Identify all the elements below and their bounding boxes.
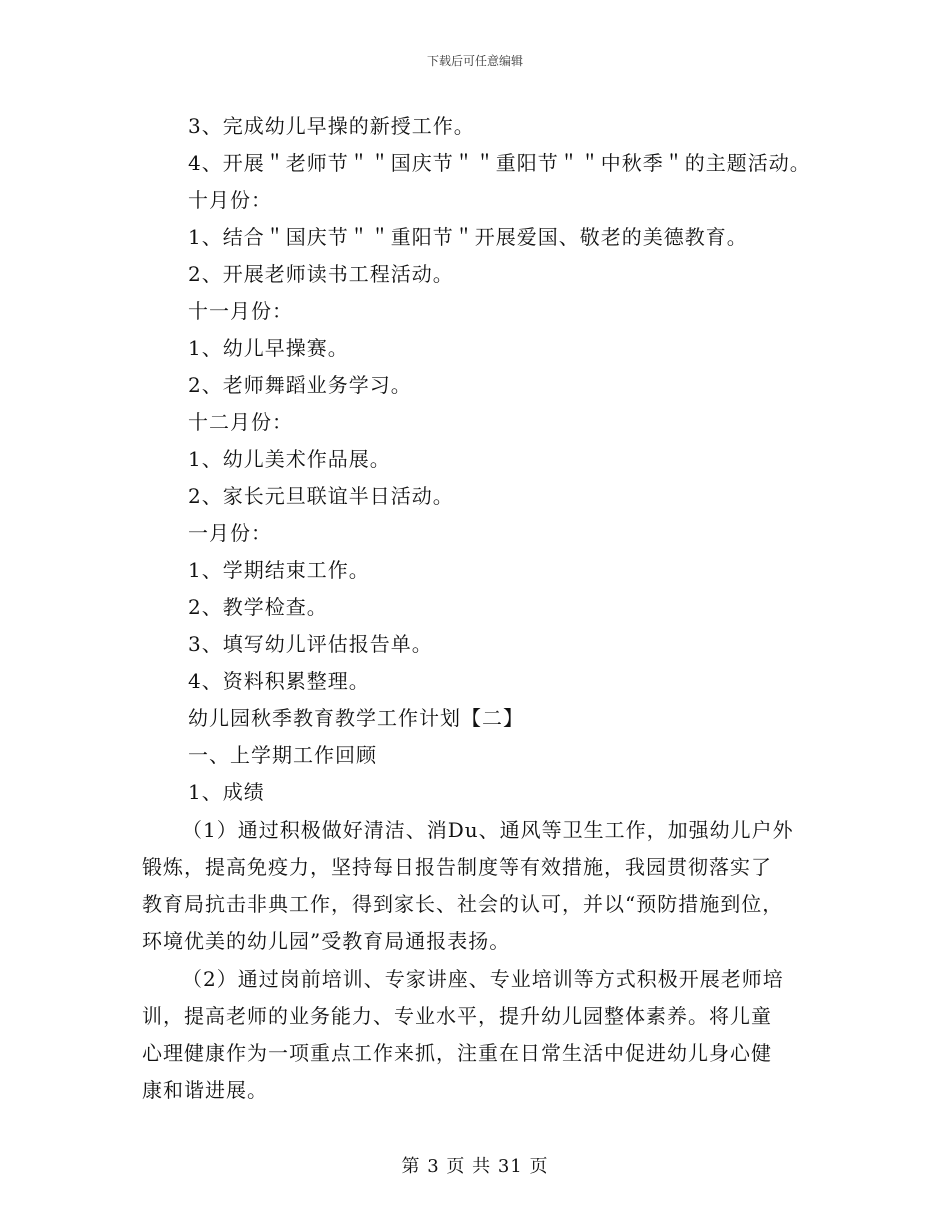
month-heading: 十月份： — [188, 188, 272, 212]
text-line: 4、资料积累整理。 — [188, 669, 370, 693]
paragraph-line: （1）通过积极做好清洁、消Du、通风等卫生工作，加强幼儿户外 — [182, 818, 794, 842]
paragraph-line: 教育局抗击非典工作，得到家长、社会的认可，并以“预防措施到位， — [142, 892, 784, 916]
section-heading: 一、上学期工作回顾 — [188, 743, 377, 767]
text-line: 2、教学检查。 — [188, 595, 328, 619]
paragraph-line: 康和谐进展。 — [142, 1078, 268, 1102]
subsection-heading: 1、成绩 — [188, 780, 265, 804]
text-line: 2、开展老师读书工程活动。 — [188, 262, 454, 286]
text-line: 1、幼儿早操赛。 — [188, 336, 349, 360]
text-line: 4、开展＂老师节＂＂国庆节＂＂重阳节＂＂中秋季＂的主题活动。 — [188, 151, 811, 175]
text-line: 3、完成幼儿早操的新授工作。 — [188, 114, 475, 138]
text-line: 2、家长元旦联谊半日活动。 — [188, 484, 454, 508]
text-line: 1、幼儿美术作品展。 — [188, 447, 391, 471]
section-title: 幼儿园秋季教育教学工作计划【二】 — [188, 706, 524, 730]
month-heading: 十一月份： — [188, 299, 293, 323]
text-line: 2、老师舞蹈业务学习。 — [188, 373, 412, 397]
text-line: 1、结合＂国庆节＂＂重阳节＂开展爱国、敬老的美德教育。 — [188, 225, 748, 249]
page-number: 第 3 页 共 31 页 — [401, 1156, 549, 1177]
paragraph-line: 心理健康作为一项重点工作来抓，注重在日常生活中促进幼儿身心健 — [142, 1041, 772, 1065]
paragraph-line: 环境优美的幼儿园”受教育局通报表扬。 — [142, 929, 511, 953]
paragraph-line: 锻炼，提高免疫力，坚持每日报告制度等有效措施，我园贯彻落实了 — [142, 855, 772, 879]
month-heading: 十二月份： — [188, 410, 293, 434]
paragraph-line: （2）通过岗前培训、专家讲座、专业培训等方式积极开展老师培 — [182, 967, 784, 991]
text-line: 1、学期结束工作。 — [188, 558, 370, 582]
text-line: 3、填写幼儿评估报告单。 — [188, 632, 433, 656]
month-heading: 一月份： — [188, 521, 272, 545]
paragraph-line: 训，提高老师的业务能力、专业水平，提升幼儿园整体素养。将儿童 — [142, 1004, 772, 1028]
page-header-note: 下载后可任意编辑 — [426, 54, 523, 68]
